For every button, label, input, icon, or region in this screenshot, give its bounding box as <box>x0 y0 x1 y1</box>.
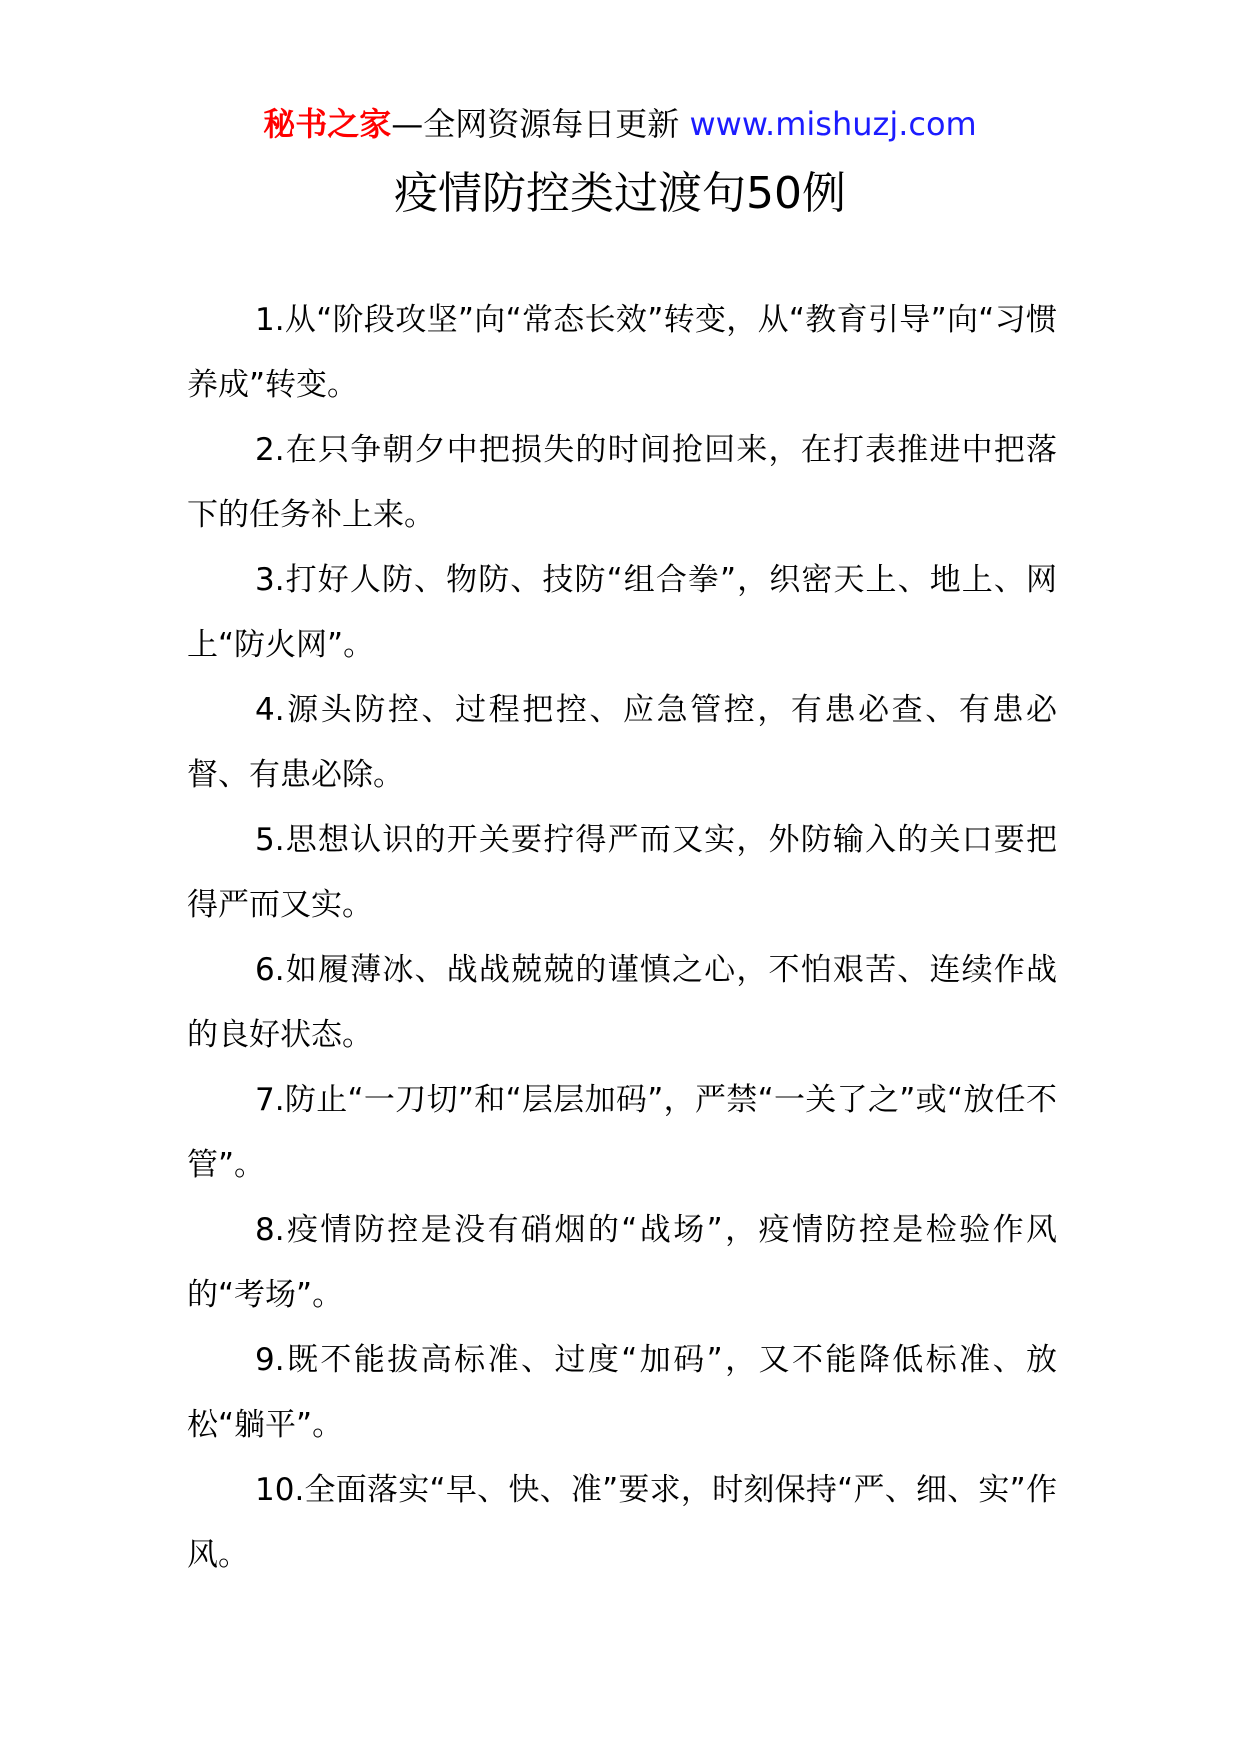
document-title: 疫情防控类过渡句50例 <box>394 168 846 219</box>
paragraph-6: 6.如履薄冰、战战兢兢的谨慎之心，不怕艰苦、连续作战的良好状态。 <box>187 952 1057 1053</box>
paragraph-5: 5.思想认识的开关要拧得严而又实，外防输入的关口要把得严而又实。 <box>187 822 1057 923</box>
paragraph-8: 8.疫情防控是没有硝烟的“战场”，疫情防控是检验作风的“考场”。 <box>187 1212 1057 1313</box>
paragraph-4: 4.源头防控、过程把控、应急管控，有患必查、有患必督、有患必除。 <box>187 692 1057 793</box>
paragraph-7: 7.防止“一刀切”和“层层加码”，严禁“一关了之”或“放任不管”。 <box>187 1082 1057 1183</box>
document-body <box>187 288 1057 1588</box>
site-slogan: —全网资源每日更新 <box>391 105 680 143</box>
site-url-link[interactable]: www.mishuzj.com <box>689 105 977 143</box>
brand-name: 秘书之家 <box>263 105 392 143</box>
paragraph-9: 9.既不能拔高标准、过度“加码”，又不能降低标准、放松“躺平”。 <box>187 1342 1057 1443</box>
site-header <box>0 100 1240 148</box>
paragraph-3: 3.打好人防、物防、技防“组合拳”，织密天上、地上、网上“防火网”。 <box>187 562 1057 663</box>
paragraph-1: 1.从“阶段攻坚”向“常态长效”转变，从“教育引导”向“习惯养成”转变。 <box>187 302 1057 403</box>
paragraph-2: 2.在只争朝夕中把损失的时间抢回来，在打表推进中把落下的任务补上来。 <box>187 432 1057 533</box>
paragraph-10: 10.全面落实“早、快、准”要求，时刻保持“严、细、实”作风。 <box>187 1472 1057 1573</box>
